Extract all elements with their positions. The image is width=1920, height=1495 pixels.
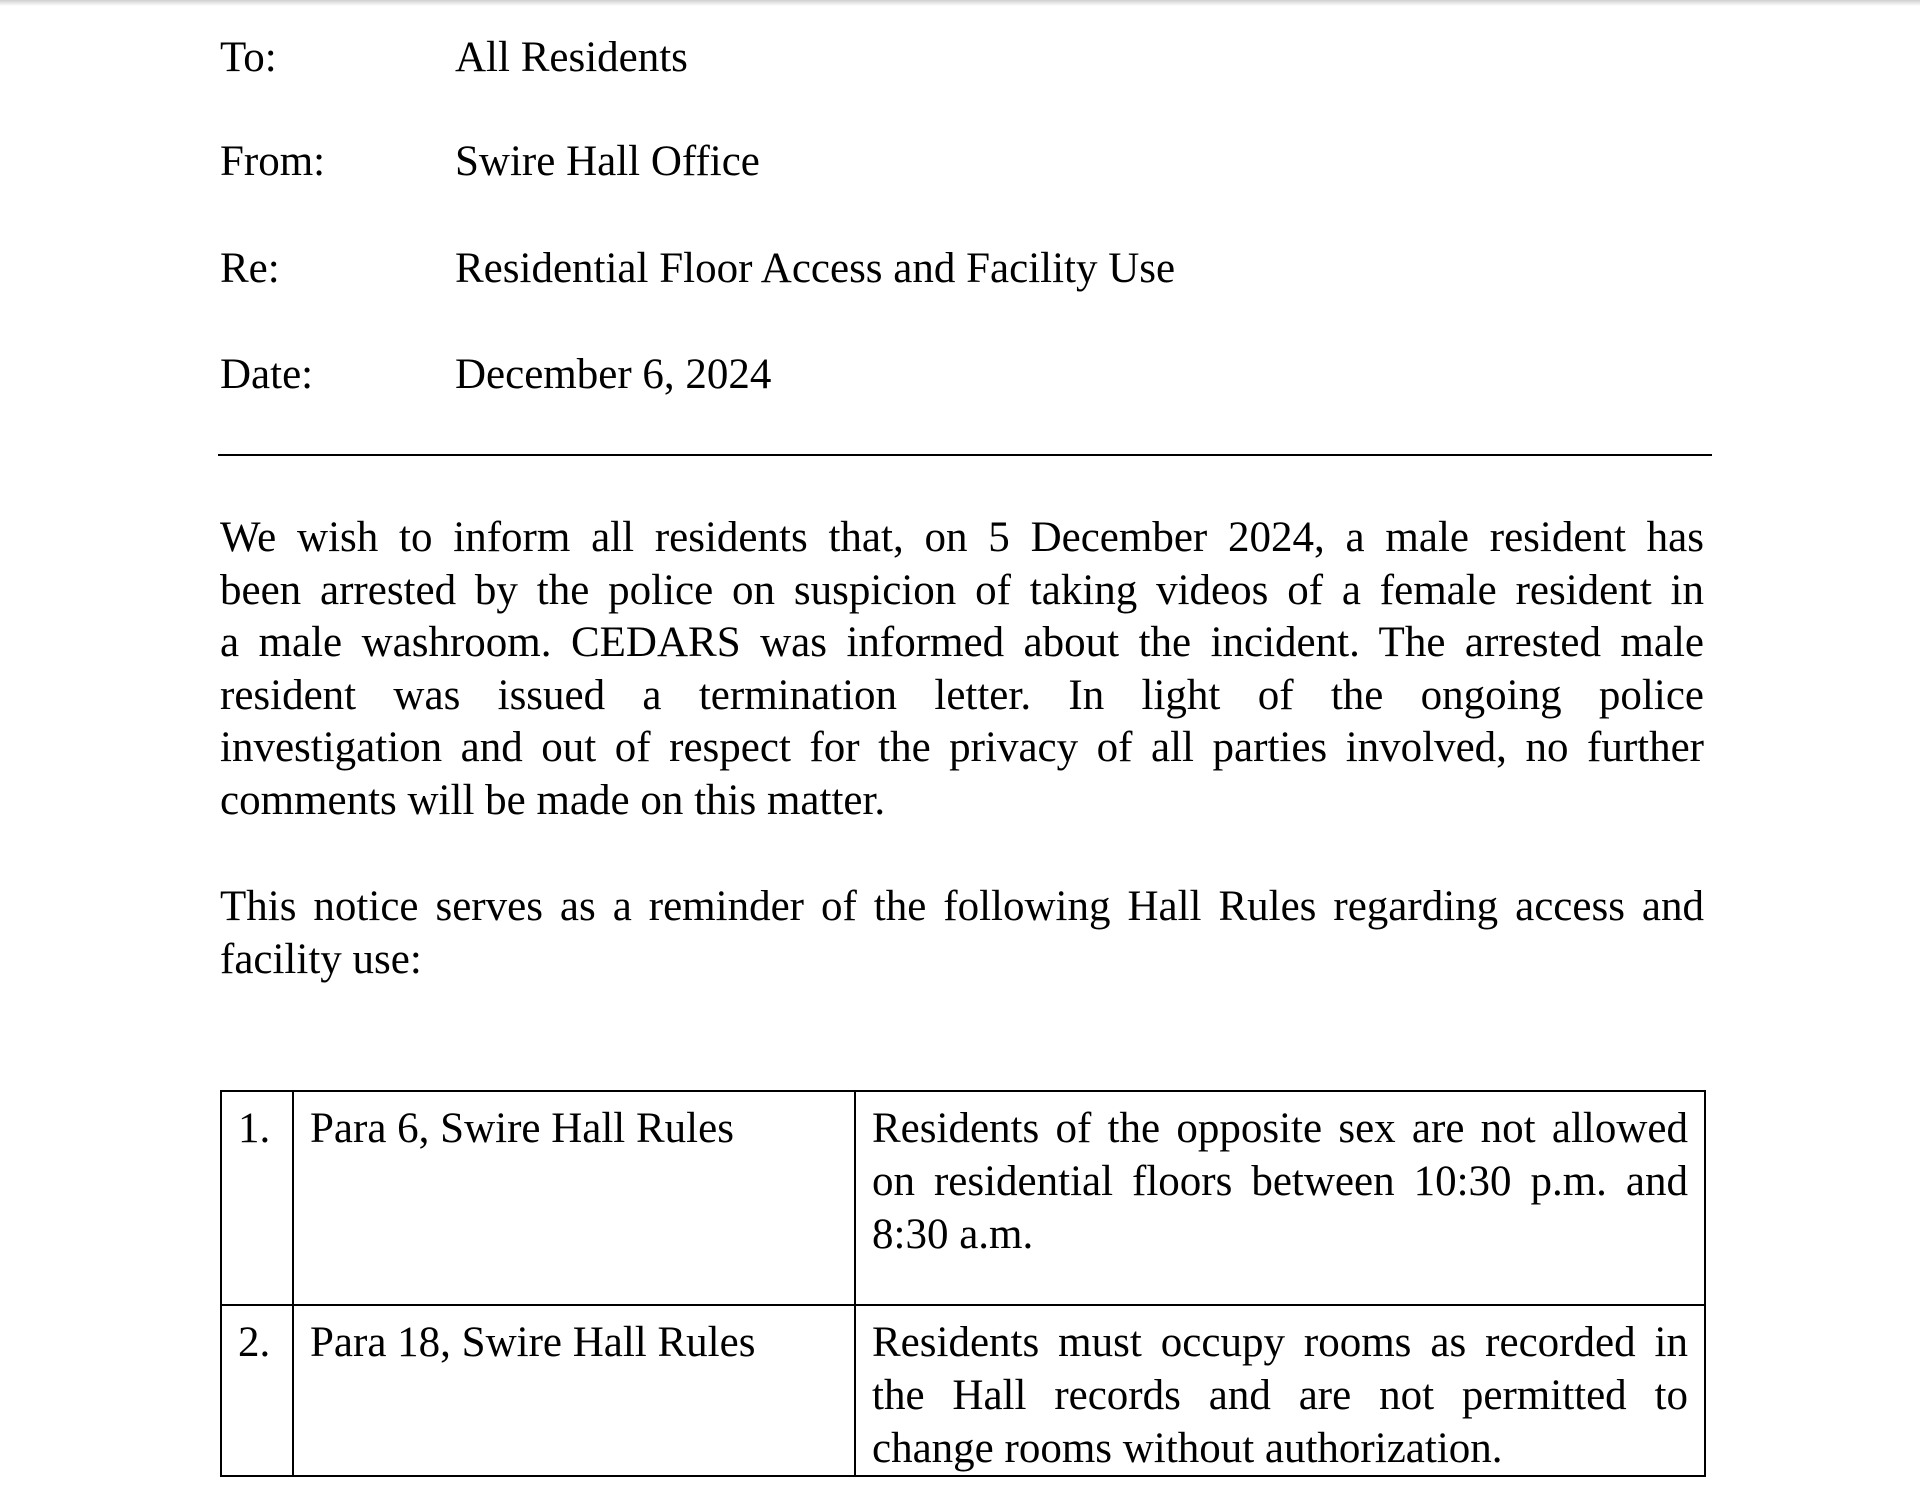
rule-description [855,1305,1705,1476]
paragraph-line: been arrested by the police on suspicion of taking videos of a female resident in [220,566,1704,614]
paragraph-line: This notice serves as a reminder of the following Hall Rules regarding access and [220,883,1704,930]
memo-date-value: December 6, 2024 [455,351,772,398]
memo-from-value: Swire Hall Office [455,138,760,185]
paragraph-line: investigation and out of respect for the privacy of all parties involved, no further [220,724,1704,771]
memo-subject: Residential Floor Access and Facility Use [455,245,1176,292]
hall-rules-table [220,1090,1706,1477]
paragraph-line: We wish to inform all residents that, on 5 December 2024, a male resident has [220,514,1704,561]
rule-text-line: change rooms without authorization. [872,1425,1503,1472]
memo-re-label: Re: [220,245,280,292]
rule-text-line: on residential floors between 10:30 p.m. and [872,1158,1688,1205]
reminder-paragraph [220,881,1704,986]
memo-from-label: From: [220,138,326,185]
rule-text-line: Residents of the opposite sex are not allowed [872,1105,1688,1152]
rule-reference: Para 18, Swire Hall Rules [293,1305,855,1476]
memo-to-label: To: [220,34,277,81]
rule-number: 2. [221,1305,293,1476]
paragraph-line: facility use: [220,935,422,983]
rule-text-line: Residents must occupy rooms as recorded in [872,1319,1688,1366]
paragraph-line: comments will be made on this matter. [220,776,886,824]
rule-description [855,1091,1705,1305]
rule-reference: Para 6, Swire Hall Rules [293,1091,855,1305]
paragraph-line: resident was issued a termination letter. In light of the ongoing police [220,671,1704,719]
rule-number: 1. [221,1091,293,1305]
memo-date-label: Date: [220,351,314,398]
rule-text-line: the Hall records and are not permitted to [872,1372,1688,1419]
table-row [221,1305,1705,1476]
memo-to-value: All Residents [455,34,688,81]
incident-paragraph [220,512,1704,827]
paragraph-line: a male washroom. CEDARS was informed about the incident. The arrested male [220,619,1704,666]
header-divider [218,454,1712,456]
table-row [221,1091,1705,1305]
rule-text-line: 8:30 a.m. [872,1211,1034,1258]
